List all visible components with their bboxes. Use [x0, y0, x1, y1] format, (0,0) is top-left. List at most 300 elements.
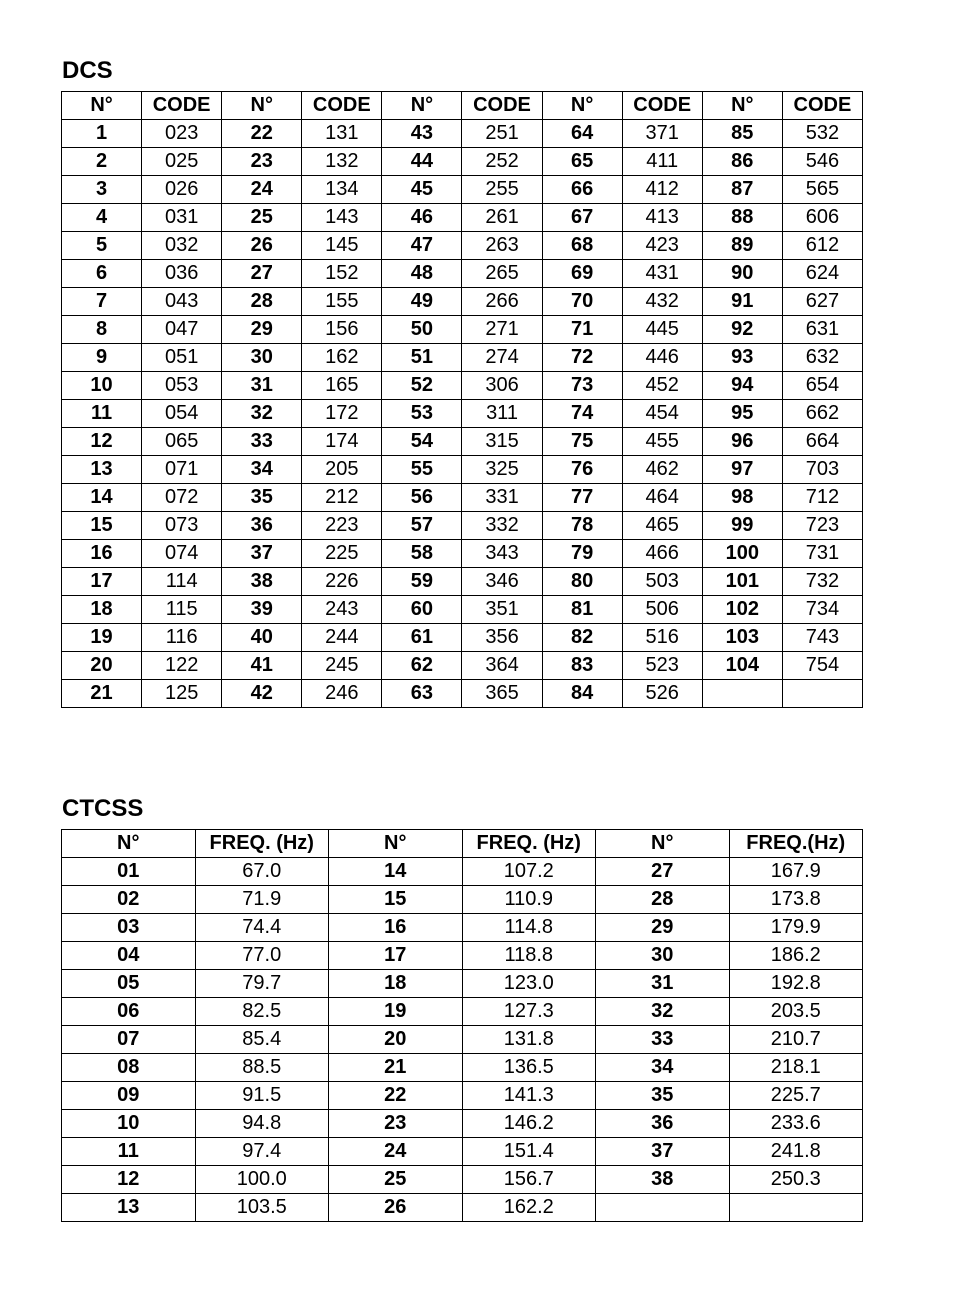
- channel-number-cell: 33: [222, 428, 302, 456]
- code-cell: 072: [142, 484, 222, 512]
- code-cell: 172: [302, 400, 382, 428]
- code-cell: 662: [782, 400, 862, 428]
- channel-number-cell: 41: [222, 652, 302, 680]
- channel-number-cell: 59: [382, 568, 462, 596]
- code-cell: 627: [782, 288, 862, 316]
- code-cell: 465: [622, 512, 702, 540]
- code-cell: 036: [142, 260, 222, 288]
- code-cell: 731: [782, 540, 862, 568]
- channel-number-cell: 03: [62, 914, 196, 942]
- frequency-cell: 123.0: [462, 970, 596, 998]
- channel-number-cell: 33: [596, 1026, 730, 1054]
- code-cell: 311: [462, 400, 542, 428]
- channel-number-cell: 13: [62, 1194, 196, 1222]
- code-cell: 225: [302, 540, 382, 568]
- channel-number-cell: 89: [702, 232, 782, 260]
- frequency-cell: 100.0: [195, 1166, 329, 1194]
- code-cell: 125: [142, 680, 222, 708]
- code-cell: 532: [782, 120, 862, 148]
- table-row: [62, 204, 863, 232]
- frequency-cell: 77.0: [195, 942, 329, 970]
- channel-number-cell: 27: [222, 260, 302, 288]
- frequency-cell: 192.8: [729, 970, 863, 998]
- code-cell: 612: [782, 232, 862, 260]
- code-cell: 365: [462, 680, 542, 708]
- frequency-cell: 67.0: [195, 858, 329, 886]
- channel-number-cell: 18: [329, 970, 463, 998]
- channel-number-cell: 76: [542, 456, 622, 484]
- channel-number-cell: 77: [542, 484, 622, 512]
- column-header-code: CODE: [462, 92, 542, 120]
- table-row: [62, 1026, 863, 1054]
- channel-number-cell: 38: [596, 1166, 730, 1194]
- code-cell: 306: [462, 372, 542, 400]
- code-cell: 054: [142, 400, 222, 428]
- channel-number-cell: 90: [702, 260, 782, 288]
- code-cell: 606: [782, 204, 862, 232]
- frequency-cell: 151.4: [462, 1138, 596, 1166]
- channel-number-cell: 73: [542, 372, 622, 400]
- channel-number-cell: 12: [62, 1166, 196, 1194]
- channel-number-cell: 28: [222, 288, 302, 316]
- channel-number-cell: 69: [542, 260, 622, 288]
- code-cell: 356: [462, 624, 542, 652]
- channel-number-cell: 74: [542, 400, 622, 428]
- code-cell: 325: [462, 456, 542, 484]
- code-cell: 025: [142, 148, 222, 176]
- channel-number-cell: 102: [702, 596, 782, 624]
- channel-number-cell: 19: [329, 998, 463, 1026]
- code-cell: 223: [302, 512, 382, 540]
- code-cell: 332: [462, 512, 542, 540]
- channel-number-cell: 103: [702, 624, 782, 652]
- frequency-cell: 210.7: [729, 1026, 863, 1054]
- frequency-cell: 88.5: [195, 1054, 329, 1082]
- code-cell: 156: [302, 316, 382, 344]
- frequency-cell: 94.8: [195, 1110, 329, 1138]
- column-header-number: N°: [62, 92, 142, 120]
- frequency-cell: 233.6: [729, 1110, 863, 1138]
- channel-number-cell: 05: [62, 970, 196, 998]
- channel-number-cell: 94: [702, 372, 782, 400]
- table-row: [62, 1138, 863, 1166]
- channel-number-cell: 29: [596, 914, 730, 942]
- channel-number-cell: 85: [702, 120, 782, 148]
- channel-number-cell: 39: [222, 596, 302, 624]
- channel-number-cell: 13: [62, 456, 142, 484]
- frequency-cell: 225.7: [729, 1082, 863, 1110]
- frequency-cell: 162.2: [462, 1194, 596, 1222]
- column-header-number: N°: [329, 830, 463, 858]
- channel-number-cell: 48: [382, 260, 462, 288]
- channel-number-cell: 58: [382, 540, 462, 568]
- code-cell: 134: [302, 176, 382, 204]
- code-cell: 074: [142, 540, 222, 568]
- code-cell: 631: [782, 316, 862, 344]
- code-cell: 624: [782, 260, 862, 288]
- code-cell: 565: [782, 176, 862, 204]
- table-row: [62, 886, 863, 914]
- channel-number-cell: 42: [222, 680, 302, 708]
- code-cell: 132: [302, 148, 382, 176]
- channel-number-cell: 30: [222, 344, 302, 372]
- channel-number-cell: 12: [62, 428, 142, 456]
- frequency-cell: 167.9: [729, 858, 863, 886]
- frequency-cell: 173.8: [729, 886, 863, 914]
- code-cell: 315: [462, 428, 542, 456]
- column-header-number: N°: [62, 830, 196, 858]
- code-cell: 445: [622, 316, 702, 344]
- code-cell: 734: [782, 596, 862, 624]
- code-cell: 251: [462, 120, 542, 148]
- code-cell: 462: [622, 456, 702, 484]
- code-cell: 506: [622, 596, 702, 624]
- channel-number-cell: 43: [382, 120, 462, 148]
- table-row: [62, 914, 863, 942]
- column-header-number: N°: [542, 92, 622, 120]
- channel-number-cell: 40: [222, 624, 302, 652]
- channel-number-cell: 02: [62, 886, 196, 914]
- code-cell: 243: [302, 596, 382, 624]
- dcs-code-table: [61, 91, 863, 708]
- channel-number-cell: 29: [222, 316, 302, 344]
- channel-number-cell: 26: [329, 1194, 463, 1222]
- code-cell: 261: [462, 204, 542, 232]
- channel-number-cell: 17: [329, 942, 463, 970]
- channel-number-cell: 47: [382, 232, 462, 260]
- code-cell: 212: [302, 484, 382, 512]
- frequency-cell: 141.3: [462, 1082, 596, 1110]
- channel-number-cell: 81: [542, 596, 622, 624]
- channel-number-cell: 06: [62, 998, 196, 1026]
- table-row: [62, 232, 863, 260]
- channel-number-cell: 78: [542, 512, 622, 540]
- channel-number-cell: 9: [62, 344, 142, 372]
- channel-number-cell: 23: [222, 148, 302, 176]
- channel-number-cell: 104: [702, 652, 782, 680]
- code-cell: 026: [142, 176, 222, 204]
- code-cell: 703: [782, 456, 862, 484]
- column-header-number: N°: [702, 92, 782, 120]
- channel-number-cell: 23: [329, 1110, 463, 1138]
- dcs-header-row: [62, 92, 863, 120]
- code-cell: 143: [302, 204, 382, 232]
- frequency-cell: 241.8: [729, 1138, 863, 1166]
- channel-number-cell: 53: [382, 400, 462, 428]
- frequency-cell: 107.2: [462, 858, 596, 886]
- table-row: [62, 1110, 863, 1138]
- channel-number-cell: 21: [329, 1054, 463, 1082]
- code-cell: 071: [142, 456, 222, 484]
- column-header-number: N°: [382, 92, 462, 120]
- channel-number-cell: 87: [702, 176, 782, 204]
- code-cell: 255: [462, 176, 542, 204]
- code-cell: 423: [622, 232, 702, 260]
- code-cell: 115: [142, 596, 222, 624]
- frequency-cell: 103.5: [195, 1194, 329, 1222]
- channel-number-cell: 10: [62, 1110, 196, 1138]
- frequency-cell: 218.1: [729, 1054, 863, 1082]
- code-cell: 165: [302, 372, 382, 400]
- code-cell: 043: [142, 288, 222, 316]
- frequency-cell: 74.4: [195, 914, 329, 942]
- channel-number-cell: 30: [596, 942, 730, 970]
- code-cell: 516: [622, 624, 702, 652]
- code-cell: 116: [142, 624, 222, 652]
- channel-number-cell: 6: [62, 260, 142, 288]
- channel-number-cell: 99: [702, 512, 782, 540]
- channel-number-cell: 72: [542, 344, 622, 372]
- table-row: [62, 456, 863, 484]
- channel-number-cell: 31: [222, 372, 302, 400]
- code-cell: 546: [782, 148, 862, 176]
- code-cell: 174: [302, 428, 382, 456]
- code-cell: 464: [622, 484, 702, 512]
- channel-number-cell: 20: [329, 1026, 463, 1054]
- channel-number-cell: 75: [542, 428, 622, 456]
- column-header-frequency: FREQ.(Hz): [729, 830, 863, 858]
- frequency-cell: 127.3: [462, 998, 596, 1026]
- code-cell: 131: [302, 120, 382, 148]
- channel-number-cell: 83: [542, 652, 622, 680]
- code-cell: 065: [142, 428, 222, 456]
- channel-number-cell: 96: [702, 428, 782, 456]
- code-cell: 271: [462, 316, 542, 344]
- channel-number-cell: 95: [702, 400, 782, 428]
- code-cell: 244: [302, 624, 382, 652]
- table-row: [62, 260, 863, 288]
- channel-number-cell: 01: [62, 858, 196, 886]
- code-cell: 252: [462, 148, 542, 176]
- table-row: [62, 680, 863, 708]
- channel-number-cell: 4: [62, 204, 142, 232]
- column-header-code: CODE: [782, 92, 862, 120]
- channel-number-cell: 24: [222, 176, 302, 204]
- code-cell: 265: [462, 260, 542, 288]
- frequency-cell: 91.5: [195, 1082, 329, 1110]
- ctcss-frequency-table: [61, 829, 863, 1222]
- table-row: [62, 1054, 863, 1082]
- code-cell: 412: [622, 176, 702, 204]
- channel-number-cell: 27: [596, 858, 730, 886]
- code-cell: 454: [622, 400, 702, 428]
- code-cell: 452: [622, 372, 702, 400]
- channel-number-cell: 08: [62, 1054, 196, 1082]
- code-cell: 413: [622, 204, 702, 232]
- channel-number-cell: 16: [329, 914, 463, 942]
- ctcss-header-row: [62, 830, 863, 858]
- code-cell: 246: [302, 680, 382, 708]
- code-cell: 155: [302, 288, 382, 316]
- channel-number-cell: [596, 1194, 730, 1222]
- channel-number-cell: 10: [62, 372, 142, 400]
- table-row: [62, 1082, 863, 1110]
- frequency-cell: 156.7: [462, 1166, 596, 1194]
- code-cell: 114: [142, 568, 222, 596]
- frequency-cell: 97.4: [195, 1138, 329, 1166]
- channel-number-cell: 45: [382, 176, 462, 204]
- code-cell: 654: [782, 372, 862, 400]
- frequency-cell: 250.3: [729, 1166, 863, 1194]
- channel-number-cell: 61: [382, 624, 462, 652]
- channel-number-cell: 15: [329, 886, 463, 914]
- column-header-code: CODE: [622, 92, 702, 120]
- table-row: [62, 942, 863, 970]
- code-cell: 245: [302, 652, 382, 680]
- channel-number-cell: 09: [62, 1082, 196, 1110]
- channel-number-cell: 66: [542, 176, 622, 204]
- table-row: [62, 540, 863, 568]
- channel-number-cell: 57: [382, 512, 462, 540]
- code-cell: 263: [462, 232, 542, 260]
- code-cell: 205: [302, 456, 382, 484]
- code-cell: 032: [142, 232, 222, 260]
- channel-number-cell: 28: [596, 886, 730, 914]
- channel-number-cell: 19: [62, 624, 142, 652]
- code-cell: 446: [622, 344, 702, 372]
- code-cell: 371: [622, 120, 702, 148]
- table-row: [62, 484, 863, 512]
- frequency-cell: 203.5: [729, 998, 863, 1026]
- code-cell: 031: [142, 204, 222, 232]
- frequency-cell: 85.4: [195, 1026, 329, 1054]
- code-cell: 145: [302, 232, 382, 260]
- channel-number-cell: 44: [382, 148, 462, 176]
- channel-number-cell: 50: [382, 316, 462, 344]
- table-row: [62, 970, 863, 998]
- channel-number-cell: 34: [596, 1054, 730, 1082]
- channel-number-cell: 16: [62, 540, 142, 568]
- dcs-section-title: DCS: [62, 57, 113, 84]
- channel-number-cell: 54: [382, 428, 462, 456]
- channel-number-cell: 20: [62, 652, 142, 680]
- channel-number-cell: 38: [222, 568, 302, 596]
- channel-number-cell: 49: [382, 288, 462, 316]
- channel-number-cell: 64: [542, 120, 622, 148]
- channel-number-cell: 97: [702, 456, 782, 484]
- channel-number-cell: 04: [62, 942, 196, 970]
- channel-number-cell: 5: [62, 232, 142, 260]
- channel-number-cell: 32: [222, 400, 302, 428]
- code-cell: 432: [622, 288, 702, 316]
- code-cell: 051: [142, 344, 222, 372]
- channel-number-cell: 101: [702, 568, 782, 596]
- channel-number-cell: 55: [382, 456, 462, 484]
- channel-number-cell: 22: [329, 1082, 463, 1110]
- table-row: [62, 596, 863, 624]
- channel-number-cell: 14: [62, 484, 142, 512]
- channel-number-cell: 34: [222, 456, 302, 484]
- frequency-cell: [729, 1194, 863, 1222]
- table-row: [62, 998, 863, 1026]
- code-cell: 274: [462, 344, 542, 372]
- channel-number-cell: 18: [62, 596, 142, 624]
- table-row: [62, 428, 863, 456]
- channel-number-cell: 26: [222, 232, 302, 260]
- table-row: [62, 288, 863, 316]
- channel-number-cell: 25: [222, 204, 302, 232]
- channel-number-cell: 56: [382, 484, 462, 512]
- code-cell: 503: [622, 568, 702, 596]
- channel-number-cell: 100: [702, 540, 782, 568]
- code-cell: 331: [462, 484, 542, 512]
- code-cell: 455: [622, 428, 702, 456]
- column-header-number: N°: [222, 92, 302, 120]
- channel-number-cell: 92: [702, 316, 782, 344]
- code-cell: 754: [782, 652, 862, 680]
- channel-number-cell: 11: [62, 1138, 196, 1166]
- code-cell: [782, 680, 862, 708]
- table-row: [62, 568, 863, 596]
- channel-number-cell: 21: [62, 680, 142, 708]
- channel-number-cell: 8: [62, 316, 142, 344]
- table-row: [62, 1194, 863, 1222]
- code-cell: 743: [782, 624, 862, 652]
- channel-number-cell: 25: [329, 1166, 463, 1194]
- frequency-cell: 71.9: [195, 886, 329, 914]
- table-row: [62, 372, 863, 400]
- table-row: [62, 120, 863, 148]
- column-header-frequency: FREQ. (Hz): [462, 830, 596, 858]
- table-row: [62, 624, 863, 652]
- ctcss-section-title: CTCSS: [62, 795, 144, 822]
- channel-number-cell: 84: [542, 680, 622, 708]
- channel-number-cell: 79: [542, 540, 622, 568]
- table-row: [62, 148, 863, 176]
- channel-number-cell: 35: [596, 1082, 730, 1110]
- code-cell: 023: [142, 120, 222, 148]
- channel-number-cell: 22: [222, 120, 302, 148]
- frequency-cell: 110.9: [462, 886, 596, 914]
- code-cell: 047: [142, 316, 222, 344]
- channel-number-cell: 91: [702, 288, 782, 316]
- code-cell: 226: [302, 568, 382, 596]
- code-cell: 343: [462, 540, 542, 568]
- table-row: [62, 176, 863, 204]
- table-row: [62, 512, 863, 540]
- frequency-cell: 136.5: [462, 1054, 596, 1082]
- frequency-cell: 146.2: [462, 1110, 596, 1138]
- channel-number-cell: 71: [542, 316, 622, 344]
- channel-number-cell: 11: [62, 400, 142, 428]
- channel-number-cell: 15: [62, 512, 142, 540]
- code-cell: 732: [782, 568, 862, 596]
- channel-number-cell: 32: [596, 998, 730, 1026]
- column-header-code: CODE: [142, 92, 222, 120]
- column-header-frequency: FREQ. (Hz): [195, 830, 329, 858]
- channel-number-cell: 7: [62, 288, 142, 316]
- channel-number-cell: 24: [329, 1138, 463, 1166]
- channel-number-cell: 88: [702, 204, 782, 232]
- channel-number-cell: 68: [542, 232, 622, 260]
- channel-number-cell: 80: [542, 568, 622, 596]
- channel-number-cell: 62: [382, 652, 462, 680]
- channel-number-cell: 98: [702, 484, 782, 512]
- code-cell: 266: [462, 288, 542, 316]
- frequency-cell: 82.5: [195, 998, 329, 1026]
- channel-number-cell: 37: [596, 1138, 730, 1166]
- code-cell: 162: [302, 344, 382, 372]
- channel-number-cell: 35: [222, 484, 302, 512]
- code-cell: 053: [142, 372, 222, 400]
- code-cell: 526: [622, 680, 702, 708]
- frequency-cell: 114.8: [462, 914, 596, 942]
- table-row: [62, 316, 863, 344]
- table-row: [62, 858, 863, 886]
- channel-number-cell: 93: [702, 344, 782, 372]
- channel-number-cell: [702, 680, 782, 708]
- table-row: [62, 1166, 863, 1194]
